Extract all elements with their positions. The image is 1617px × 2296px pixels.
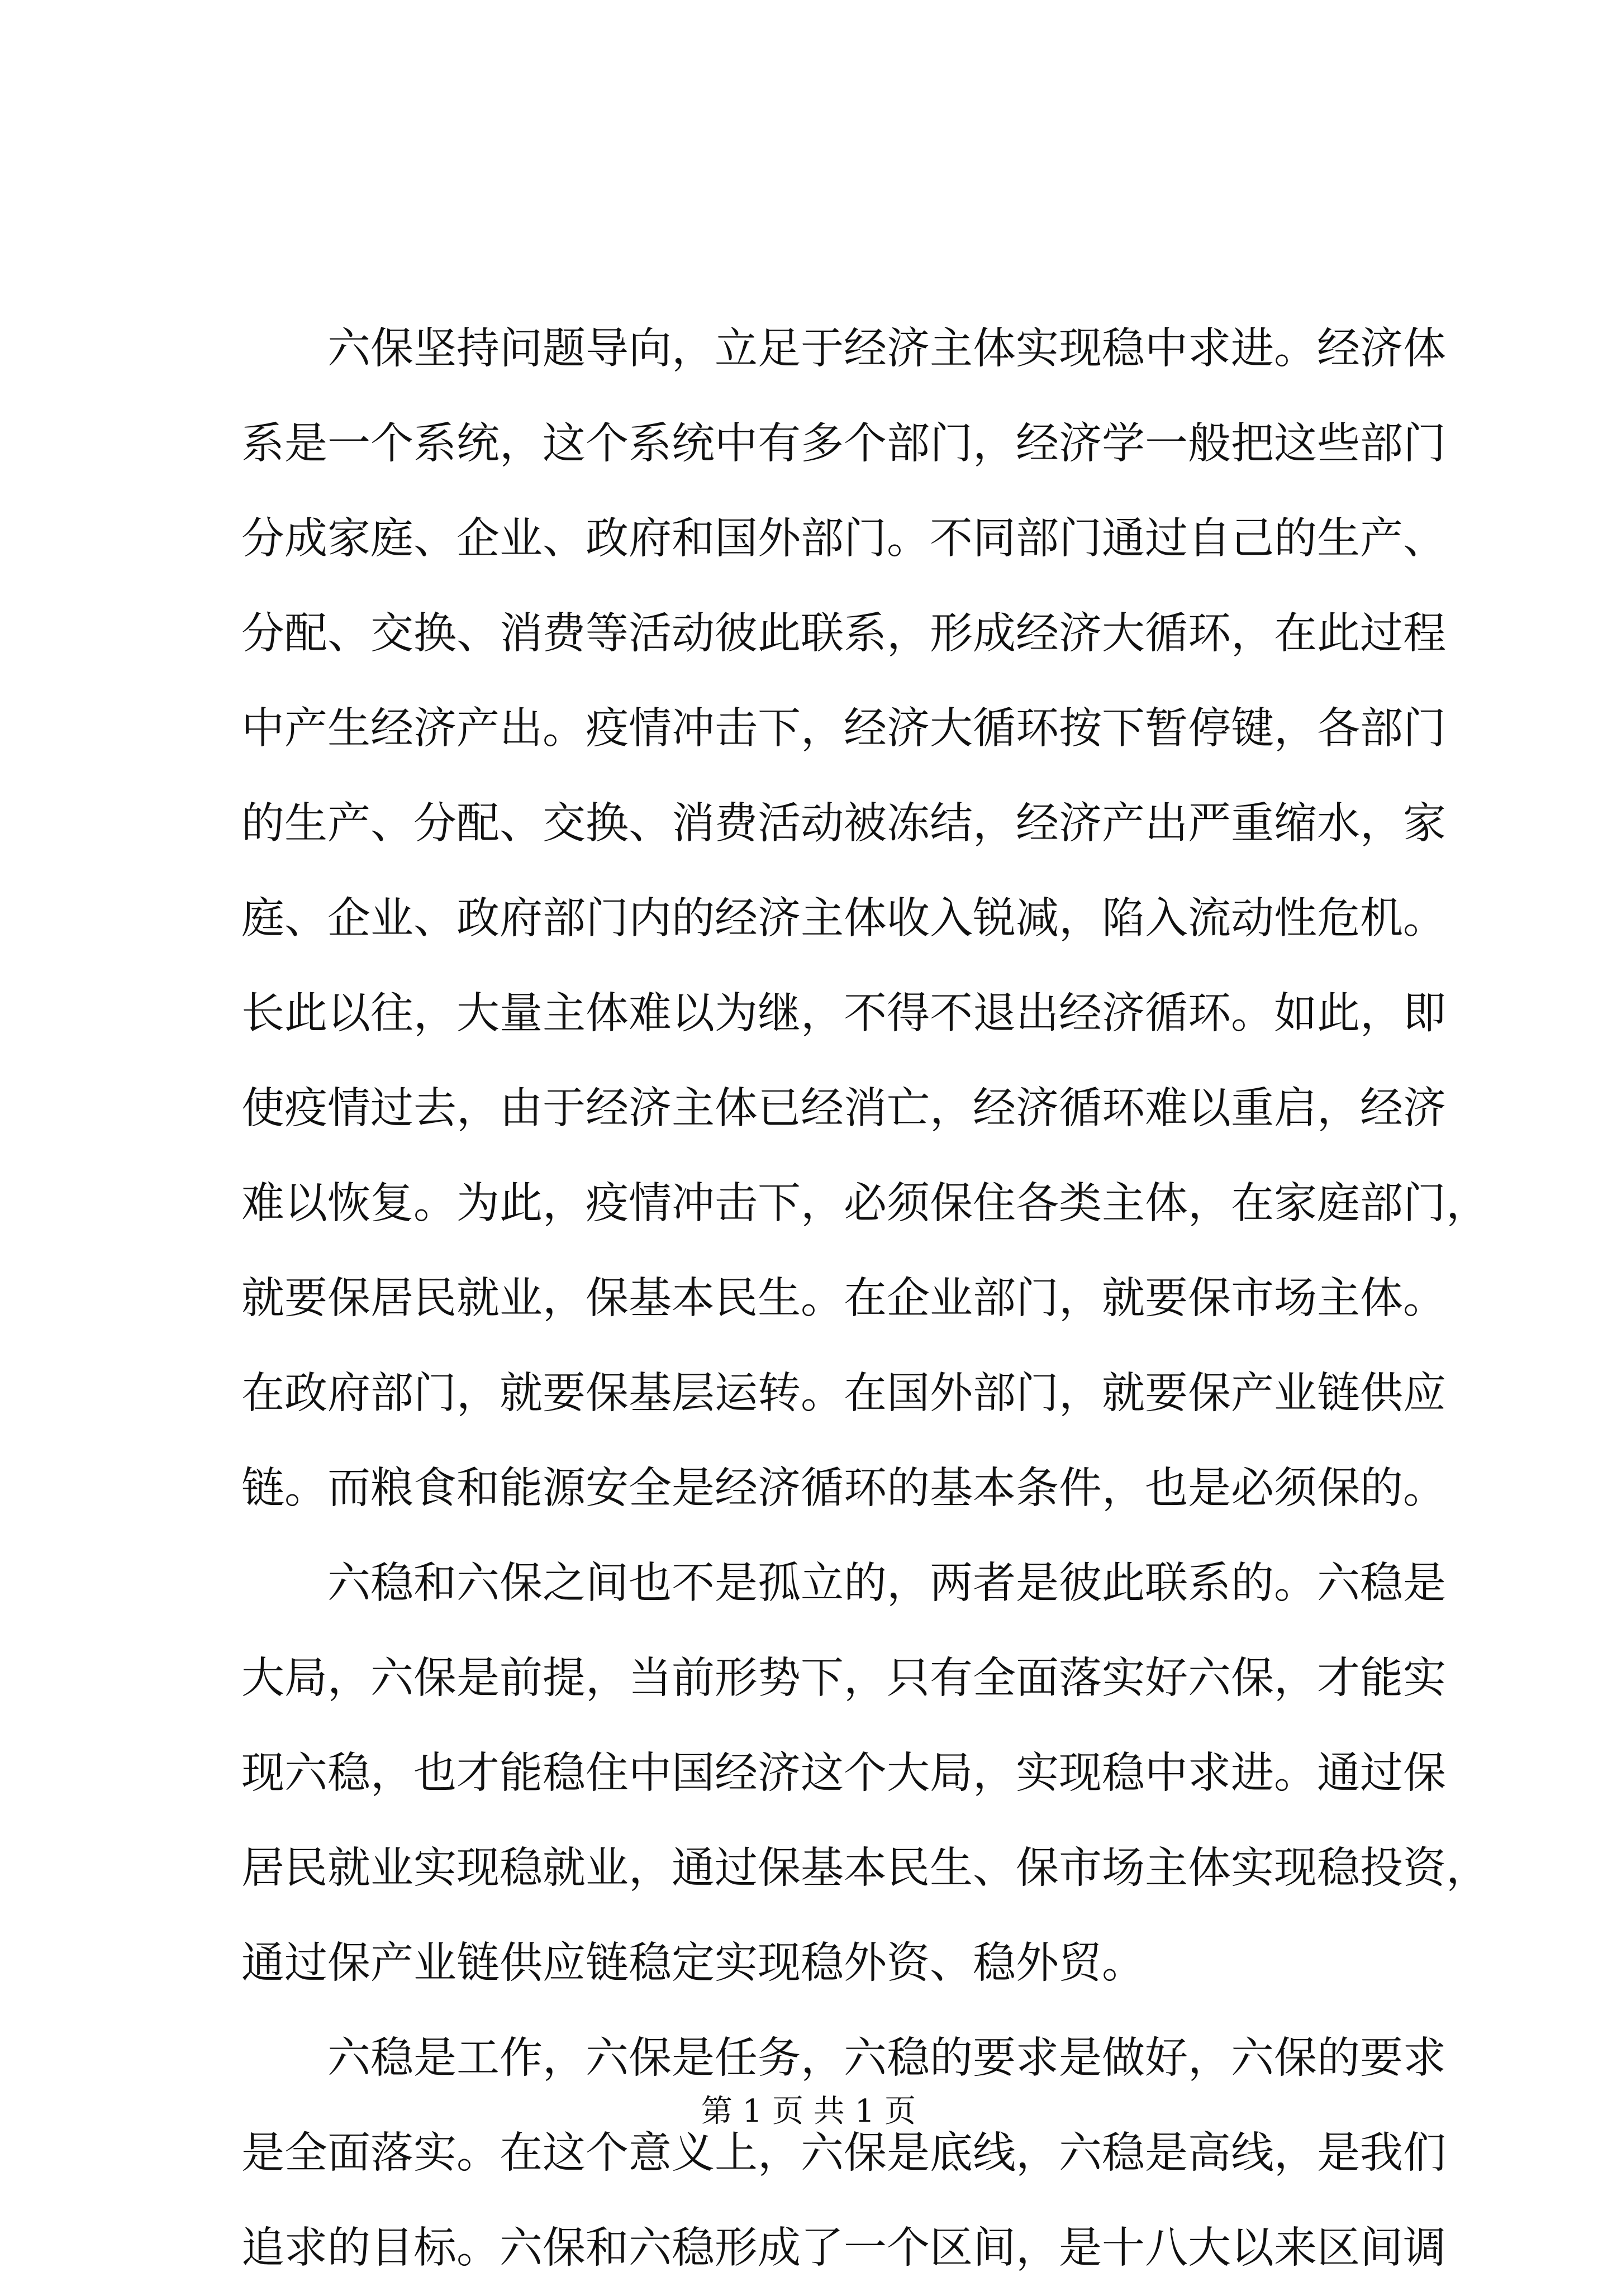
- document-body: [241, 302, 1489, 2296]
- text-line: 六保坚持问题导向，立足于经济主体实现稳中求进。经济体: [327, 324, 1446, 374]
- text-line: 链。而粮食和能源安全是经济循环的基本条件，也是必须保的。: [241, 1464, 1446, 1513]
- text-line: 的生产、分配、交换、消费活动被冻结，经济产出严重缩水，家: [241, 799, 1446, 849]
- text-line: 中产生经济产出。疫情冲击下，经济大循环按下暂停键，各部门: [241, 704, 1446, 754]
- text-line: 就要保居民就业，保基本民生。在企业部门，就要保市场主体。: [241, 1274, 1446, 1323]
- text-line: 大局，六保是前提，当前形势下，只有全面落实好六保，才能实: [241, 1654, 1446, 1703]
- text-line: 六稳和六保之间也不是孤立的，两者是彼此联系的。六稳是: [327, 1559, 1446, 1608]
- text-line: 通过保产业链供应链稳定实现稳外资、稳外贸。: [241, 1938, 1145, 1988]
- text-line: 是全面落实。在这个意义上，六保是底线，六稳是高线，是我们: [241, 2128, 1446, 2178]
- text-line: 分配、交换、消费等活动彼此联系，形成经济大循环，在此过程: [241, 609, 1446, 659]
- text-line: 分成家庭、企业、政府和国外部门。不同部门通过自己的生产、: [241, 514, 1446, 564]
- text-line: 追求的目标。六保和六稳形成了一个区间，是十八大以来区间调: [241, 2223, 1446, 2273]
- text-line: 六稳是工作，六保是任务，六稳的要求是做好，六保的要求: [327, 2033, 1446, 2083]
- text-line: 现六稳，也才能稳住中国经济这个大局，实现稳中求进。通过保: [241, 1749, 1446, 1798]
- paragraph-2: [241, 1536, 1489, 2011]
- text-line: 使疫情过去，由于经济主体已经消亡，经济循环难以重启，经济: [241, 1084, 1446, 1133]
- text-line: 系是一个系统，这个系统中有多个部门，经济学一般把这些部门: [241, 419, 1446, 469]
- text-line: 难以恢复。为此，疫情冲击下，必须保住各类主体，在家庭部门，: [241, 1179, 1489, 1228]
- text-line: 长此以往，大量主体难以为继，不得不退出经济循环。如此，即: [241, 989, 1446, 1039]
- page-footer: 第 1 页 共 1 页: [701, 2093, 916, 2130]
- paragraph-3: [241, 2011, 1446, 2296]
- paragraph-1: [241, 302, 1489, 1536]
- text-line: 庭、企业、政府部门内的经济主体收入锐减，陷入流动性危机。: [241, 894, 1446, 944]
- text-line: 在政府部门，就要保基层运转。在国外部门，就要保产业链供应: [241, 1369, 1446, 1418]
- text-line: 居民就业实现稳就业，通过保基本民生、保市场主体实现稳投资，: [241, 1844, 1489, 1893]
